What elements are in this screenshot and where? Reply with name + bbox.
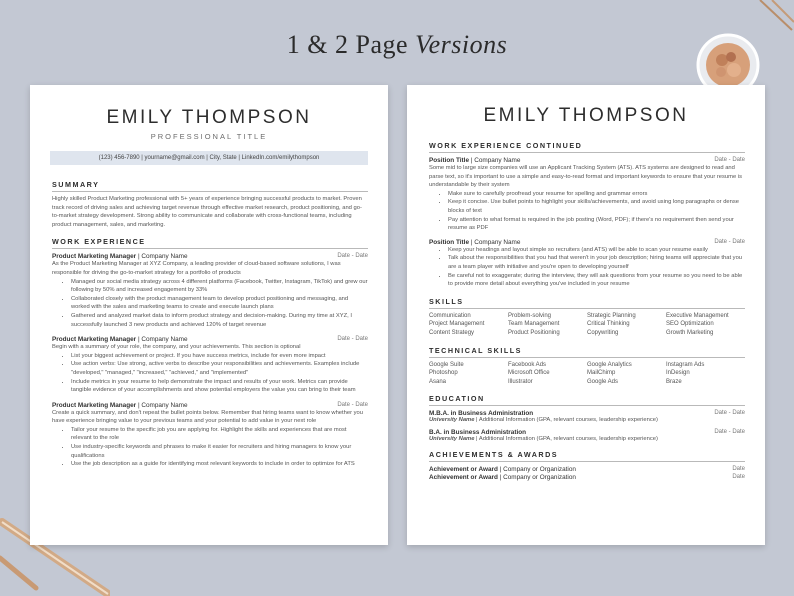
banner-title [0, 30, 794, 60]
award-date: Date [732, 474, 745, 481]
education-heading: EDUCATION [429, 394, 745, 406]
skill-item: Project Management [429, 321, 485, 328]
tech-skill-item: Google Analytics [587, 361, 632, 368]
job-company: | Company Name [469, 238, 521, 246]
skill-item: SEO Optimization [666, 321, 714, 328]
award-title: Achievement or Award [429, 466, 498, 474]
award-row [429, 474, 745, 481]
skill-item: Strategic Planning [587, 312, 636, 319]
education-entry [429, 410, 745, 423]
job-date: Date - Date [337, 401, 368, 408]
university-name: University Name [429, 417, 475, 424]
summary-heading: SUMMARY [52, 180, 368, 192]
tech-skill-item: Microsoft Office [508, 370, 550, 377]
skill-item: Executive Management [666, 312, 729, 319]
technical-skills-heading: TECHNICAL SKILLS [429, 346, 745, 358]
job-header [52, 402, 368, 409]
award-entry [429, 466, 745, 473]
education-entry [429, 429, 745, 442]
tech-skill-item: Braze [666, 378, 682, 385]
banner-title-plain: 1 & 2 Page [286, 30, 416, 59]
skill-item: Team Management [508, 321, 560, 328]
job-date: Date - Date [714, 157, 745, 163]
tech-skill-item: Google Ads [587, 378, 619, 385]
job-bullet: • Pay attention to what format is required in the job posting (Word, PDF); if there's no requirement then send your resume as PDF [448, 216, 745, 233]
job-header [429, 239, 745, 246]
job-bullet: • Gathered and analyzed market data to inform product strategy and decision-making. During my time at XYZ, I successfully launched 3 new products and achieved 120% of target revenue [71, 312, 368, 329]
job-bullet: • Make sure to carefully proofread your resume for spelling and grammar errors [448, 190, 745, 199]
resume-page-one [30, 85, 388, 545]
tech-skill-item: Google Suite [429, 361, 464, 368]
education-details [429, 417, 745, 423]
job-title: Position Title [429, 238, 470, 246]
award-entry [429, 474, 745, 481]
job-bullet: • Use action verbs: Use strong, active verbs to describe your responsibilities and achievements. Examples include "developed," "managed," "increased," "achieved," and "implemented" [71, 360, 368, 377]
resume-name: EMILY THOMPSON [483, 105, 689, 126]
job-bullet: • Use industry-specific keywords and phrases to make it easier for recruiters and hiring managers to know your qualifications [71, 443, 368, 460]
skill-item: Problem-solving [508, 312, 552, 319]
contact-bar: (123) 456-7890 | yourname@gmail.com | City, State | LinkedIn.com/emilythompson [50, 151, 368, 165]
skills-heading: SKILLS [429, 297, 745, 309]
skills-grid [429, 312, 745, 338]
resume-page-two [407, 85, 765, 545]
job-entry [52, 253, 368, 329]
job-company: | Company Name [136, 253, 188, 261]
degree-title: M.B.A. in Business Administration [429, 410, 534, 418]
tech-skill-item: MailChimp [587, 370, 616, 377]
award-org: | Company or Organization [497, 474, 576, 482]
award-date: Date [732, 466, 745, 473]
job-header [429, 157, 745, 164]
job-bullet: • Tailor your resume to the specific job you are applying for. Highlight the skills and experiences that are most relevant to the role [71, 426, 368, 443]
award-org: | Company or Organization [497, 466, 576, 474]
job-intro: Some mid to large size companies will use an Applicant Tracking System (ATS). ATS systems are designed to read and parse text, so it's important to use a simple and easy-to-read format and important keywords to ensure that your resume is understandable by their system [429, 165, 742, 189]
skill-item: Growth Marketing [666, 329, 714, 336]
award-row [429, 466, 745, 473]
degree-title: B.A. in Business Administration [429, 429, 527, 437]
job-company: | Company Name [136, 401, 188, 409]
skill-item: Communication [429, 312, 471, 319]
job-bullet: • Keep your headings and layout simple so recruiters (and ATS) will be able to scan your resume easily [448, 246, 745, 255]
job-entry [429, 239, 745, 289]
job-title: Product Marketing Manager [52, 401, 137, 409]
job-entry [429, 157, 745, 233]
job-intro: Begin with a summary of your role, the company, and your achievements. This section is optional [52, 344, 301, 351]
job-title: Position Title [429, 157, 470, 164]
achievements-heading: ACHIEVEMENTS & AWARDS [429, 450, 745, 462]
education-date: Date - Date [714, 429, 745, 436]
job-entry [52, 402, 368, 469]
job-bullet: • Include metrics in your resume to help demonstrate the impact and results of your work. Metrics can provide tangible evidence of your accomplishments and show potential employers the value you can bring to their team [71, 378, 368, 395]
education-header [429, 429, 745, 436]
tech-skill-item: Instagram Ads [666, 361, 705, 368]
resume-name: EMILY THOMPSON [106, 107, 312, 128]
tech-skill-item: InDesign [666, 370, 690, 377]
job-company: | Company Name [469, 157, 521, 164]
skill-item: Copywriting [587, 329, 619, 336]
award-title: Achievement or Award [429, 474, 498, 482]
education-header [429, 410, 745, 417]
technical-skills-grid [429, 361, 745, 387]
skill-item: Product Positioning [508, 329, 560, 336]
work-experience-continued-heading: WORK EXPERIENCE CONTINUED [429, 141, 745, 153]
tech-skill-item: Facebook Ads [508, 361, 547, 368]
education-info: | Additional Information (GPA, relevant courses, leadership experience) [474, 436, 658, 443]
education-details [429, 436, 745, 442]
job-header [52, 253, 368, 260]
skill-item: Critical Thinking [587, 321, 630, 328]
job-date: Date - Date [337, 336, 368, 343]
job-bullet: • Managed our social media strategy across 4 different platforms (Facebook, Twitter, Instagram, TikTok) and grew our following by 50% and increased engagement by 33% [71, 278, 368, 295]
job-bullet: • Keep it concise. Use bullet points to highlight your skills/achievements, and avoid using long paragraphs or dense blocks of text [448, 198, 745, 215]
job-bullet: • List your biggest achievement or project. If you have success metrics, include for even more impact [71, 352, 368, 361]
banner-title-italic: Versions [415, 30, 508, 59]
job-bullet: • Use the job description as a guide for identifying most relevant keywords to include in order to optimize for ATS [71, 460, 368, 469]
job-entry [52, 336, 368, 395]
education-info: | Additional Information (GPA, relevant courses, leadership experience) [474, 417, 658, 424]
professional-title: PROFESSIONAL TITLE [150, 132, 268, 141]
skill-item: Content Strategy [429, 329, 475, 336]
job-bullet: • Talk about the responsibilities that you had that weren't in your job description; hiring teams will appreciate that you are a team player with initiative and you're open to developing yourself [448, 254, 745, 271]
work-experience-heading: WORK EXPERIENCE [52, 237, 368, 249]
summary-text: Highly skilled Product Marketing professional with 5+ years of experience bringing successful products to market. Proven track record of driving sales and achieving target revenue through effective market research, product positioning, and go-to-market strategy development. Strong ability to communicate and collaborate with cross-functional teams, including product management, sales, and marketing. [52, 196, 362, 228]
job-intro: As the Product Marketing Manager at XYZ Company, a leading provider of cloud-based software solutions, I was responsible for driving the go-to-market strategy for a portfolio of products [52, 261, 341, 276]
job-date: Date - Date [337, 253, 368, 260]
tech-skill-item: Photoshop [429, 370, 458, 377]
job-bullet: • Collaborated closely with the product management team to develop product positioning and messaging, and worked with the sales and marketing teams to create and execute launch plans [71, 295, 368, 312]
job-intro: Create a quick summary, and don't repeat the bullet points below. Remember that hiring teams want to know whether you have experience bringing value to your previous teams and your potential to add value in your next role [52, 409, 363, 425]
job-bullet: • Be careful not to exaggerate; during the interview, they will ask questions from your resume so you need to be able to provide more detail about everything you've included in your resume [448, 272, 745, 289]
copper-clips-decoration [752, 0, 794, 40]
university-name: University Name [429, 436, 475, 443]
job-date: Date - Date [714, 238, 745, 245]
tech-skill-item: Asana [429, 378, 447, 385]
job-company: | Company Name [136, 336, 188, 344]
job-header [52, 336, 368, 343]
tech-skill-item: Illustrator [508, 378, 533, 385]
education-date: Date - Date [714, 410, 745, 417]
job-title: Product Marketing Manager [52, 253, 137, 261]
job-title: Product Marketing Manager [52, 336, 137, 344]
